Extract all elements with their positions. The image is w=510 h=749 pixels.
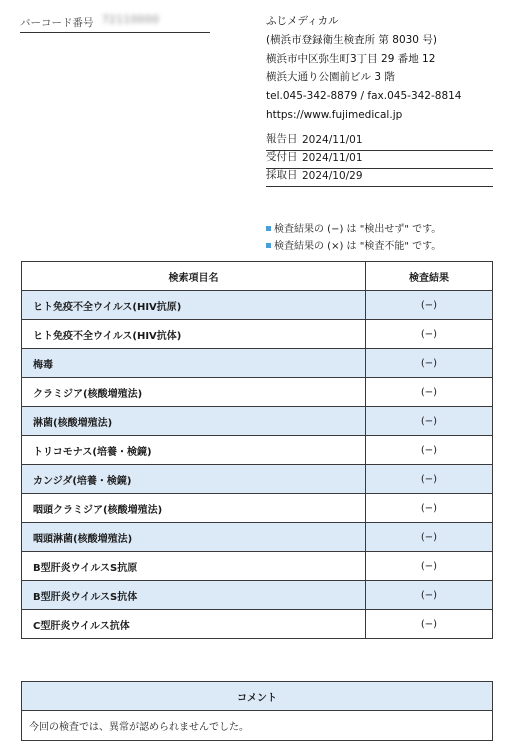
- table-row: [22, 349, 493, 378]
- test-item-name: 淋菌(核酸増殖法): [22, 407, 366, 436]
- square-bullet-icon: [266, 243, 271, 248]
- test-item-name: B型肝炎ウイルスS抗原: [22, 552, 366, 581]
- test-item-name: クラミジア(核酸増殖法): [22, 378, 366, 407]
- collection-date-label: 採取日: [266, 169, 298, 181]
- test-result: (−): [366, 436, 493, 465]
- test-item-name: C型肝炎ウイルス抗体: [22, 610, 366, 639]
- result-notes: [266, 221, 441, 255]
- received-date-value: 2024/11/01: [302, 152, 363, 164]
- results-header-row: [22, 262, 493, 291]
- table-row: [22, 494, 493, 523]
- test-item-name: 梅毒: [22, 349, 366, 378]
- results-table: [21, 261, 493, 639]
- test-result: (−): [366, 320, 493, 349]
- comment-body-row: [22, 711, 493, 741]
- report-date-label: 報告日: [266, 133, 298, 145]
- table-row: [22, 610, 493, 639]
- company-website[interactable]: https://www.fujimedical.jp: [266, 108, 403, 121]
- company-address: 横浜市中区弥生町3丁目 29 番地 12: [266, 52, 436, 65]
- test-result: (−): [366, 494, 493, 523]
- table-row: [22, 436, 493, 465]
- test-result: (−): [366, 349, 493, 378]
- square-bullet-icon: [266, 226, 271, 231]
- company-registration: (横浜市登録衛生検査所 第 8030 号): [266, 33, 437, 46]
- note-invalid: [266, 238, 441, 255]
- test-result: (−): [366, 552, 493, 581]
- test-result: (−): [366, 465, 493, 494]
- comment-header: コメント: [22, 682, 493, 711]
- comment-table: [21, 681, 493, 741]
- barcode-number: 72110000: [102, 14, 160, 26]
- test-result: (−): [366, 407, 493, 436]
- company-name: ふじメディカル: [266, 15, 339, 27]
- test-item-name: ヒト免疫不全ウイルス(HIV抗体): [22, 320, 366, 349]
- test-result: (−): [366, 523, 493, 552]
- comment-text: 今回の検査では、異常が認められませんでした。: [22, 711, 493, 741]
- test-result: (−): [366, 610, 493, 639]
- collection-date-value: 2024/10/29: [302, 170, 363, 182]
- test-item-name: カンジダ(培養・検鏡): [22, 465, 366, 494]
- test-result: (−): [366, 291, 493, 320]
- test-item-name: 咽頭淋菌(核酸増殖法): [22, 523, 366, 552]
- test-item-name: B型肝炎ウイルスS抗体: [22, 581, 366, 610]
- table-row: [22, 320, 493, 349]
- report-date-value: 2024/11/01: [302, 134, 363, 146]
- company-building: 横浜大通り公園前ビル 3 階: [266, 71, 395, 84]
- table-row: [22, 465, 493, 494]
- test-item-name: ヒト免疫不全ウイルス(HIV抗原): [22, 291, 366, 320]
- company-contact: tel.045-342-8879 / fax.045-342-8814: [266, 90, 462, 103]
- test-item-name: 咽頭クラミジア(核酸増殖法): [22, 494, 366, 523]
- note-negative: [266, 221, 441, 238]
- received-date-label: 受付日: [266, 151, 298, 163]
- test-result: (−): [366, 378, 493, 407]
- table-row: [22, 552, 493, 581]
- table-row: [22, 378, 493, 407]
- table-row: [22, 523, 493, 552]
- header-test-result: 検査結果: [366, 262, 493, 291]
- table-row: [22, 291, 493, 320]
- comment-header-row: [22, 682, 493, 711]
- header-test-item: 検索項目名: [22, 262, 366, 291]
- table-row: [22, 407, 493, 436]
- note-invalid-text: 検査結果の (×) は "検査不能" です。: [274, 241, 442, 252]
- collection-date-row: [266, 166, 493, 187]
- test-result: (−): [366, 581, 493, 610]
- barcode-field: [20, 10, 210, 33]
- company-info: [266, 12, 462, 125]
- note-negative-text: 検査結果の (−) は "検出せず" です。: [274, 224, 442, 235]
- test-item-name: トリコモナス(培養・検鏡): [22, 436, 366, 465]
- table-row: [22, 581, 493, 610]
- barcode-label: バーコード番号: [20, 17, 94, 29]
